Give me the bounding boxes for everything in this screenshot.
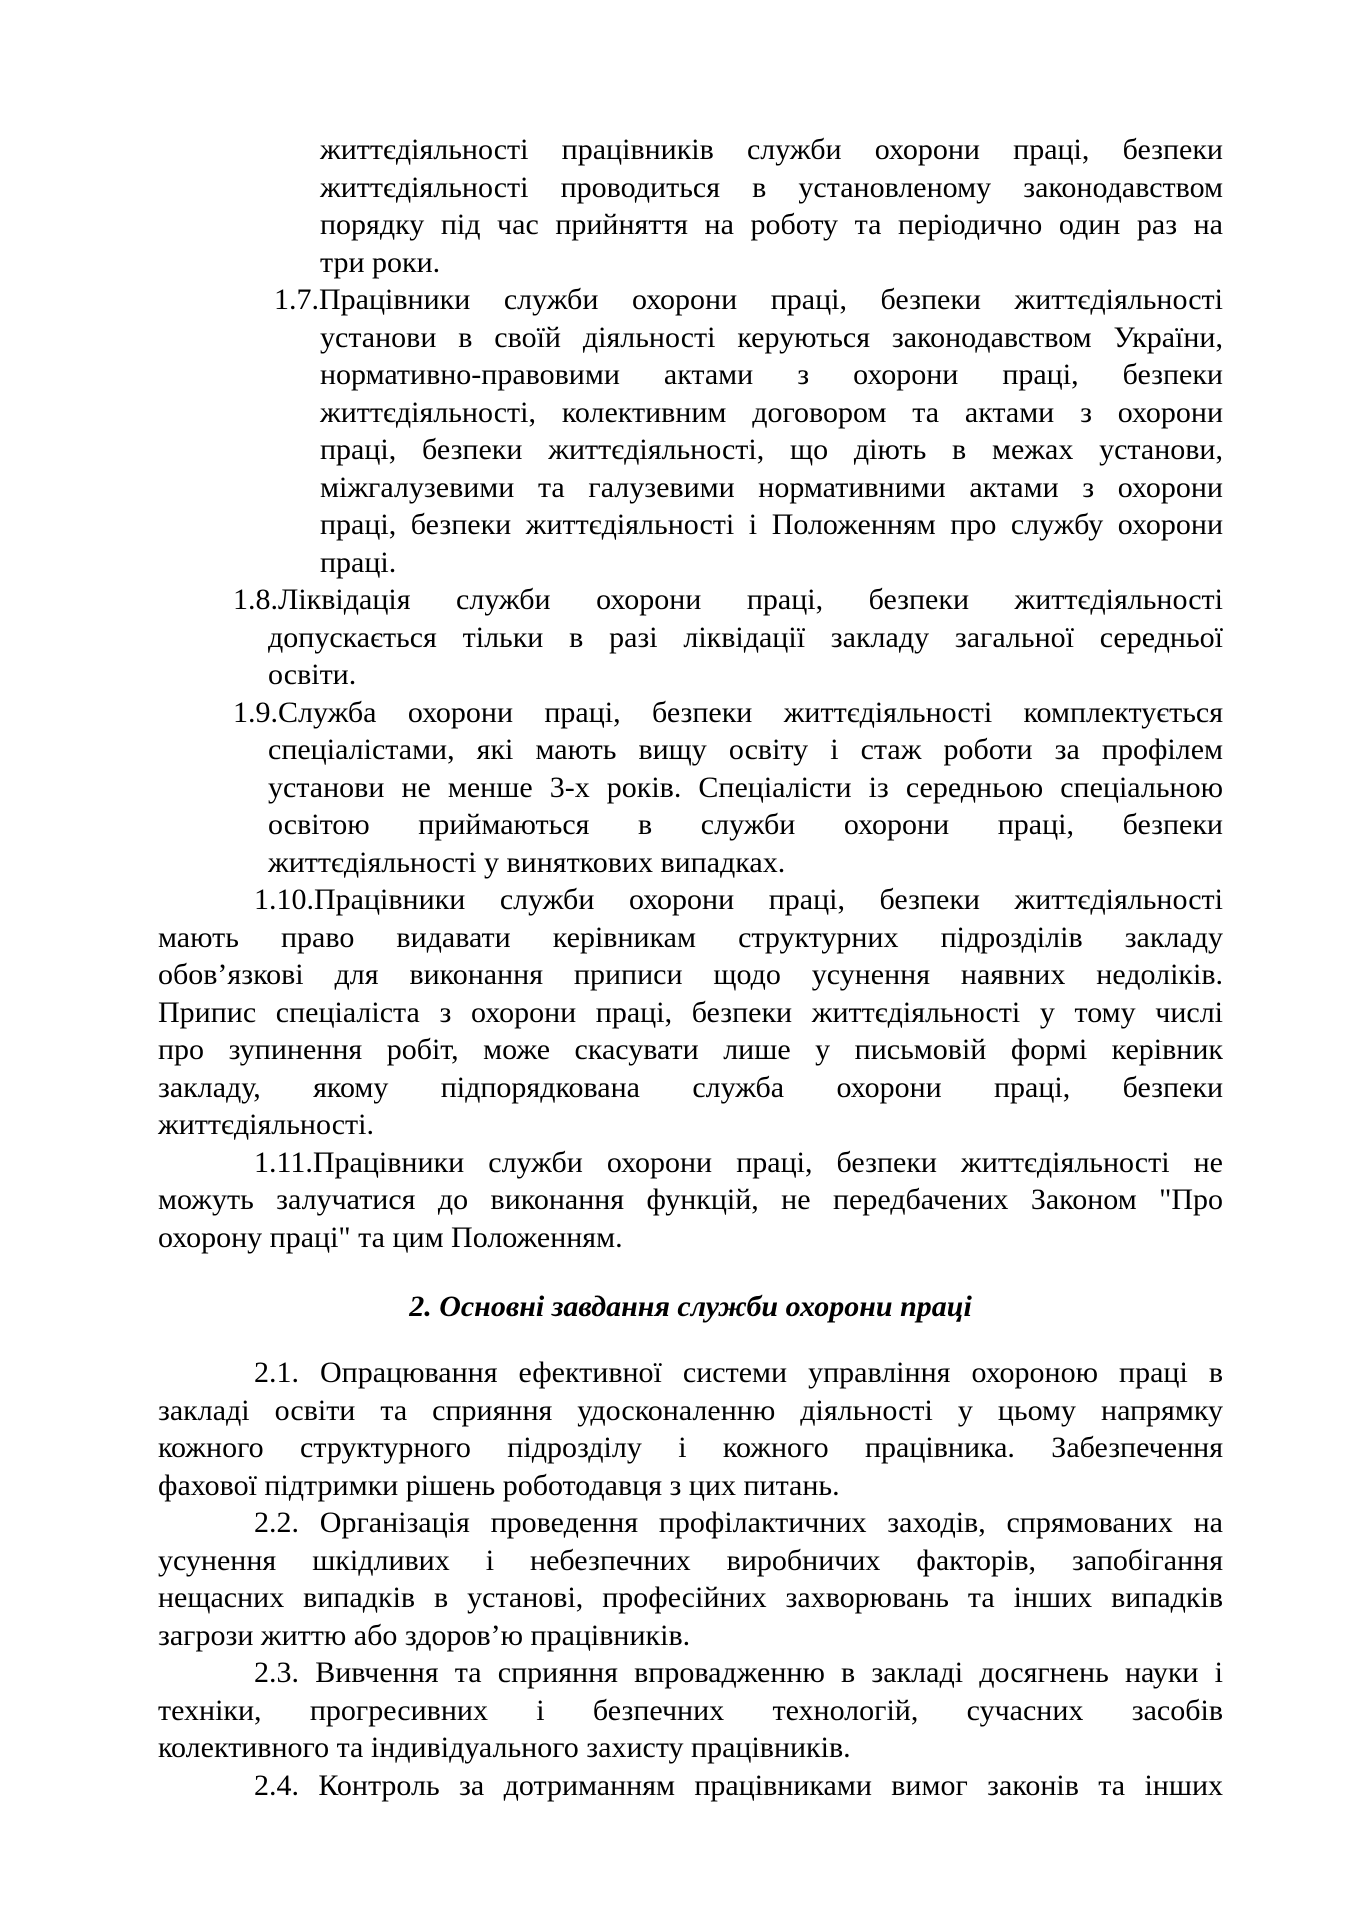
text-line: 2.4. Контроль за дотриманням працівниками вимог законів та інших	[254, 1768, 1223, 1802]
text-line: праці, безпеки життєдіяльності, що діють в межах установи,	[320, 433, 1223, 466]
text-line: 2.3. Вивчення та сприяння впровадженню в закладі досягнень науки і	[254, 1656, 1223, 1689]
paragraph-2-4	[158, 1767, 1223, 1805]
text-line: Припис спеціаліста з охорони праці, безпеки життєдіяльності у тому числі	[158, 995, 1223, 1029]
text-line: закладі освіти та сприяння удосконаленню діяльності у цьому напрямку	[158, 1393, 1223, 1427]
text-line: спеціалістами, які мають вищу освіту і стаж роботи за профілем	[268, 733, 1223, 766]
text-line: життєдіяльності працівників служби охорони праці, безпеки	[320, 133, 1223, 166]
text-line: міжгалузевими та галузевими нормативними актами з охорони	[320, 470, 1223, 504]
paragraph-2-2	[158, 1504, 1223, 1654]
text-line: усунення шкідливих і небезпечних виробничих факторів, запобігання	[158, 1543, 1223, 1577]
text-line: 2.1. Опрацювання ефективної системи управління охороною праці в	[254, 1356, 1223, 1389]
text-line: закладу, якому підпорядкована служба охорони праці, безпеки	[158, 1070, 1223, 1104]
paragraph-1-7	[158, 281, 1223, 581]
text-line: 2.2. Організація проведення профілактичних заходів, спрямованих на	[254, 1506, 1223, 1539]
text-line: життєдіяльності.	[158, 1108, 374, 1141]
text-line: обов’язкові для виконання приписи щодо усунення наявних недоліків.	[158, 958, 1223, 991]
text-line: освіти.	[268, 658, 357, 691]
text-line: про зупинення робіт, може скасувати лише у письмовій формі керівник	[158, 1033, 1223, 1066]
text-line: установи в своїй діяльності керуються законодавством України,	[320, 320, 1223, 354]
paragraph-1-8	[158, 581, 1223, 694]
text-line: порядку під час прийняття на роботу та періодично один раз на	[320, 208, 1223, 241]
text-line: охорону праці" та цим Положенням.	[158, 1220, 623, 1254]
text-line: установи не менше 3-х років. Спеціалісти із середньою спеціальною	[268, 770, 1223, 804]
paragraph-2-1	[158, 1354, 1223, 1504]
paragraph-1-9	[158, 694, 1223, 882]
text-line: нормативно-правовими актами з охорони праці, безпеки	[320, 358, 1223, 391]
text-line: нещасних випадків в установі, професійних захворювань та інших випадків	[158, 1581, 1223, 1614]
text-line: 1.7.Працівники служби охорони праці, безпеки життєдіяльності	[274, 283, 1223, 316]
section-2-heading: 2. Основні завдання служби охорони праці	[409, 1290, 972, 1323]
text-line: життєдіяльності проводиться в установленому законодавством	[320, 170, 1223, 204]
paragraph-1-6-continuation	[158, 131, 1223, 281]
text-line: три роки.	[320, 245, 441, 279]
text-line: життєдіяльності у виняткових випадках.	[268, 845, 786, 879]
text-line: допускається тільки в разі ліквідації закладу загальної середньої	[268, 620, 1223, 654]
text-line: освітою приймаються в служби охорони праці, безпеки	[268, 808, 1223, 841]
text-line: мають право видавати керівникам структурних підрозділів закладу	[158, 920, 1223, 954]
text-line: життєдіяльності, колективним договором та актами з охорони	[320, 395, 1223, 429]
text-line: колективного та індивідуального захисту працівників.	[158, 1731, 851, 1764]
text-line: 1.8.Ліквідація служби охорони праці, безпеки життєдіяльності	[233, 583, 1223, 616]
paragraph-1-11	[158, 1144, 1223, 1257]
text-line: 1.11.Працівники служби охорони праці, безпеки життєдіяльності не	[254, 1145, 1223, 1179]
text-line: праці.	[320, 545, 397, 579]
text-line: загрози життю або здоров’ю працівників.	[158, 1618, 691, 1652]
text-line: фахової підтримки рішень роботодавця з цих питань.	[158, 1468, 840, 1502]
text-line: можуть залучатися до виконання функцій, не передбачених Законом "Про	[158, 1183, 1223, 1216]
text-line: праці, безпеки життєдіяльності і Положенням про службу охорони	[320, 508, 1223, 541]
text-line: кожного структурного підрозділу і кожного працівника. Забезпечення	[158, 1431, 1223, 1464]
text-line: техніки, прогресивних і безпечних технологій, сучасних засобів	[158, 1693, 1223, 1727]
paragraph-1-10	[158, 881, 1223, 1144]
text-line: 1.9.Служба охорони праці, безпеки життєдіяльності комплектується	[233, 695, 1223, 729]
paragraph-2-3	[158, 1654, 1223, 1767]
text-line: 1.10.Працівники служби охорони праці, безпеки життєдіяльності	[254, 883, 1223, 916]
